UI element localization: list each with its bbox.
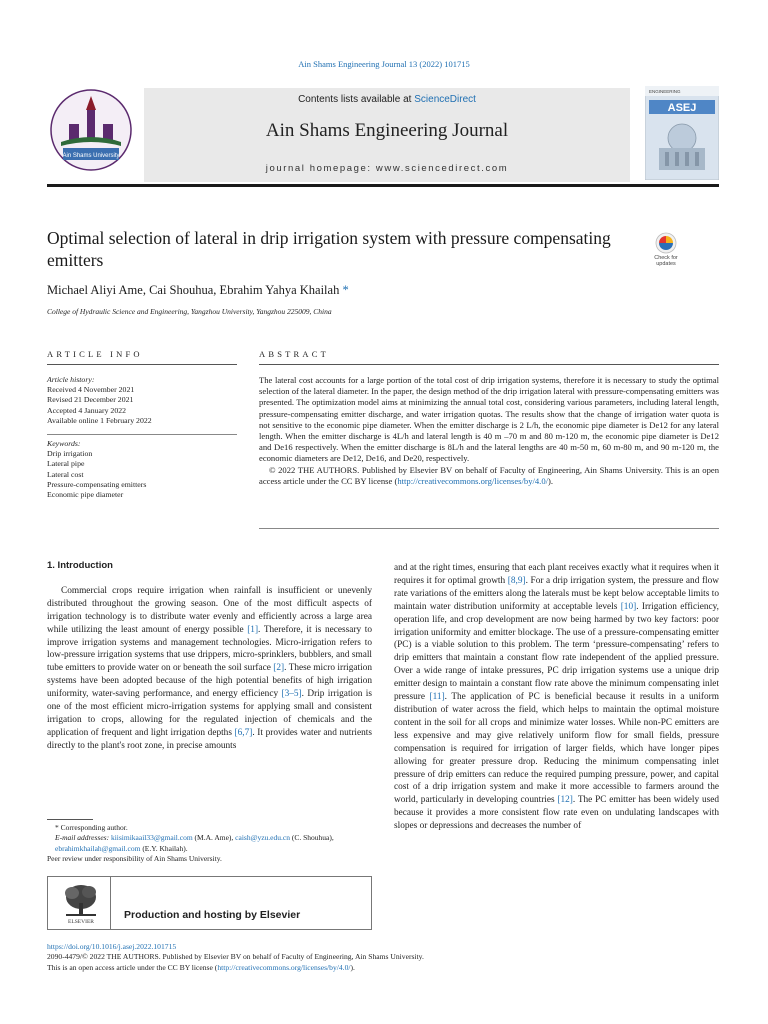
keyword: Drip irrigation: [47, 449, 93, 459]
history-online: Available online 1 February 2022: [47, 415, 152, 425]
header-rule: [47, 184, 719, 187]
reference-link[interactable]: [2]: [273, 663, 285, 674]
reference-link[interactable]: [3–5]: [281, 689, 302, 700]
check-for-updates-icon[interactable]: [647, 230, 685, 268]
journal-banner: [144, 88, 630, 182]
journal-homepage[interactable]: journal homepage: www.sciencedirect.com: [265, 163, 509, 174]
logo-caption: Ain Shams University: [62, 153, 120, 159]
cc-license-link[interactable]: http://creativecommons.org/licenses/by/4.0/: [217, 962, 351, 972]
peer-review-note: Peer review under responsibility of Ain Shams University.: [47, 853, 222, 863]
body-column-left: [47, 560, 372, 753]
body-column-right: [394, 562, 719, 833]
check-badge-line2: updates: [656, 261, 676, 267]
reference-link[interactable]: [6,7]: [234, 727, 253, 738]
elsevier-tree-logo: [58, 881, 104, 925]
footnote-rule: [47, 819, 93, 820]
keyword: Pressure-compensating emitters: [47, 479, 147, 489]
abstract-body: [259, 375, 719, 487]
reference-link[interactable]: [12]: [557, 795, 573, 806]
introduction-paragraph: Commercial crops require irrigation when rainfall is insufficient or unevenly distributed throughout the growing season. One of the most difficult aspects of irrigation technology is to distribute water evenly and efficiently across a large area while utilizing the least amount of energy possible [1]. Therefore, it is necessary to improve irrigation systems and management technologies. Micro-irrigation refers to low-pressure irrigation systems that use drippers, micro-sprinklers, bubblers, and small tube emitters to provide water on or beneath the soil surface [2]. These micro irrigation systems have been adopted because of the high potential benefits of high irrigation uniformity, water-saving performance, and energy efficiency [3–5]. Drip irrigation is one of the most efficient micro-irrigation systems for applying small and consistent irrigation to crops, allowing for the regulated injection of chemicals and the application of frequent and light irrigation depths [6,7]. It provides water and nutrients directly to the plant's root zone, in precise amounts: [47, 585, 372, 751]
reference-link[interactable]: [1]: [247, 624, 259, 635]
check-badge-line1: Check for: [654, 255, 678, 261]
email-link[interactable]: caish@yzu.edu.cn: [235, 833, 290, 843]
doi-link[interactable]: https://doi.org/10.1016/j.asej.2022.101715: [47, 942, 177, 951]
info-separator: [47, 434, 237, 435]
article-info-rule: [47, 364, 237, 365]
sciencedirect-link[interactable]: ScienceDirect: [414, 94, 476, 105]
elsevier-label: ELSEVIER: [68, 919, 94, 925]
elsevier-box: [47, 876, 372, 930]
issn-line: 2090-4479/© 2022 THE AUTHORS. Published by Elsevier BV on behalf of Faculty of Engineering, Ain Shams University.: [47, 952, 424, 962]
abstract-heading: ABSTRACT: [259, 349, 329, 359]
email-link[interactable]: kiisimikaail33@gmail.com: [110, 833, 193, 843]
author-list: Michael Aliyi Ame, Cai Shouhua, Ebrahim Yahya Khailah *: [47, 283, 349, 297]
abstract-text: The lateral cost accounts for a large portion of the total cost of drip irrigation systems, therefore it is necessary to study the optimal selection of the lateral diameter. In the paper, the design method of the drip irrigation lateral with pressure-compensating emitters was presented. The optimization model aims at minimizing the annual total cost, considering various parameters, including lateral length, pressure-compensating emitter discharge, and water irrigation quotas. The results show that the change of irrigation water quota is not sensitive to the economic pipe diameter. When the emitter discharge is 2 L/h, the economic pipe diameter is De12 for any lateral length. When the emitter discharge is 4L/h and lateral length is 40 m –70 m and 80 m-120 m, the economic pipe diameter is De12 and De16 respectively. When the emitter discharge is 8L/h and the lateral lengths are 40 m-50 m, 60 m-80 m, and 90 m-120 m, the economic diameters are De12, De16, and De20, respectively.: [259, 375, 719, 464]
keyword: Economic pipe diameter: [47, 490, 124, 500]
paper-title: Optimal selection of lateral in drip irrigation system with pressure compensating emitters: [47, 228, 611, 270]
introduction-heading: 1. Introduction: [47, 560, 113, 571]
bottom-matter: [47, 942, 727, 973]
university-logo: [47, 86, 135, 174]
open-access-line: This is an open access article under the CC BY license (http://creativecommons.org/licenses/by/4.0/).: [47, 962, 355, 972]
history-received: Received 4 November 2021: [47, 385, 135, 395]
keywords-label: Keywords:: [47, 439, 81, 449]
article-info: [47, 375, 237, 500]
introduction-paragraph-continued: and at the right times, ensuring that each plant receives exactly what it requires when it requires it for optimal growth [8,9]. For a drip irrigation system, the pressure and flow rate variations of the emitters along the laterals must be kept below acceptable limits to maintain water distribution uniformity at acceptable levels [10]. Irrigation efficiency, operation life, and crop development are now being harmed by two key factors: poor irrigation uniformity and emitter blockage. The use of a pressure-compensating emitter (PC) is a viable solution to this problem. The term ‘pressure-compensating’ refers to drip emitters that maintain a constant flow rate independent of the applied pressure. Over a wide range of intake pressures, PC drip irrigation systems use a unique drip emitter design to maintain a constant flow rate above the minimum compensating inlet pressure [11]. The application of PC is beneficial because it results in a uniform distribution of water across the field, which helps to maintain the optimal moisture content in the soil for all crops and minimize water losses. While non-PC emitters are less expensive and may give relatively uniform flow for small fields, pressure compensation is required for irrigation of larger fields, which have longer pipes allowing for greater pressure drop. Reducing the minimum compensating inlet pressure of drip emitters can reduce the required pumping pressure, power, and capital cost of a drip irrigation system and make it more accessible to farmers around the world, particularly in developing countries [12]. The PC emitter has been widely used because it provides a more consistent flow rate even on undulating landscapes with slopes or depressions and decreases the number of: [394, 563, 719, 832]
history-revised: Revised 21 December 2021: [47, 395, 134, 405]
abstract-bottom-rule: [259, 528, 719, 529]
email-link[interactable]: ebrahimkhailah@gmail.com: [55, 843, 141, 853]
reference-link[interactable]: [8,9]: [507, 575, 526, 586]
journal-citation[interactable]: Ain Shams Engineering Journal 13 (2022) 101715: [298, 59, 470, 69]
corresponding-author-mark[interactable]: *: [342, 283, 349, 297]
history-accepted: Accepted 4 January 2022: [47, 405, 127, 415]
keyword: Lateral pipe: [47, 459, 85, 469]
article-info-heading: ARTICLE INFO: [47, 349, 143, 359]
cc-license-link[interactable]: http://creativecommons.org/licenses/by/4.0/: [397, 475, 549, 486]
corresponding-author-note: * Corresponding author.: [55, 823, 128, 832]
reference-link[interactable]: [10]: [620, 601, 637, 612]
abstract-rule: [259, 364, 719, 365]
contents-line: Contents lists available at ScienceDirect: [298, 94, 476, 105]
history-label: Article history:: [47, 375, 95, 384]
keyword: Lateral cost: [47, 469, 84, 479]
email-addresses: E-mail addresses: kiisimikaail33@gmail.com (M.A. Ame), caish@yzu.edu.cn (C. Shouhua), ebrahimkhailah@gmail.com (E.Y. Khailah).: [55, 833, 334, 853]
journal-cover[interactable]: [645, 86, 719, 180]
footnotes: [47, 823, 372, 864]
journal-title: Ain Shams Engineering Journal: [265, 120, 509, 141]
abstract-license: © 2022 THE AUTHORS. Published by Elsevier BV on behalf of Faculty of Engineering, Ain Shams University. This is an open access article under the CC BY license (http://creativecommons.org/licenses/by/4.0/).: [259, 464, 719, 486]
elsevier-divider: [110, 877, 111, 929]
reference-link[interactable]: [11]: [429, 692, 445, 703]
cover-abbrev: ASEJ: [667, 102, 697, 114]
affiliation: College of Hydraulic Science and Engineering, Yangzhou University, Yangzhou 225009, China: [47, 307, 332, 316]
cover-label: ENGINEERING: [649, 89, 681, 94]
production-hosting-text: Production and hosting by Elsevier: [124, 909, 301, 921]
